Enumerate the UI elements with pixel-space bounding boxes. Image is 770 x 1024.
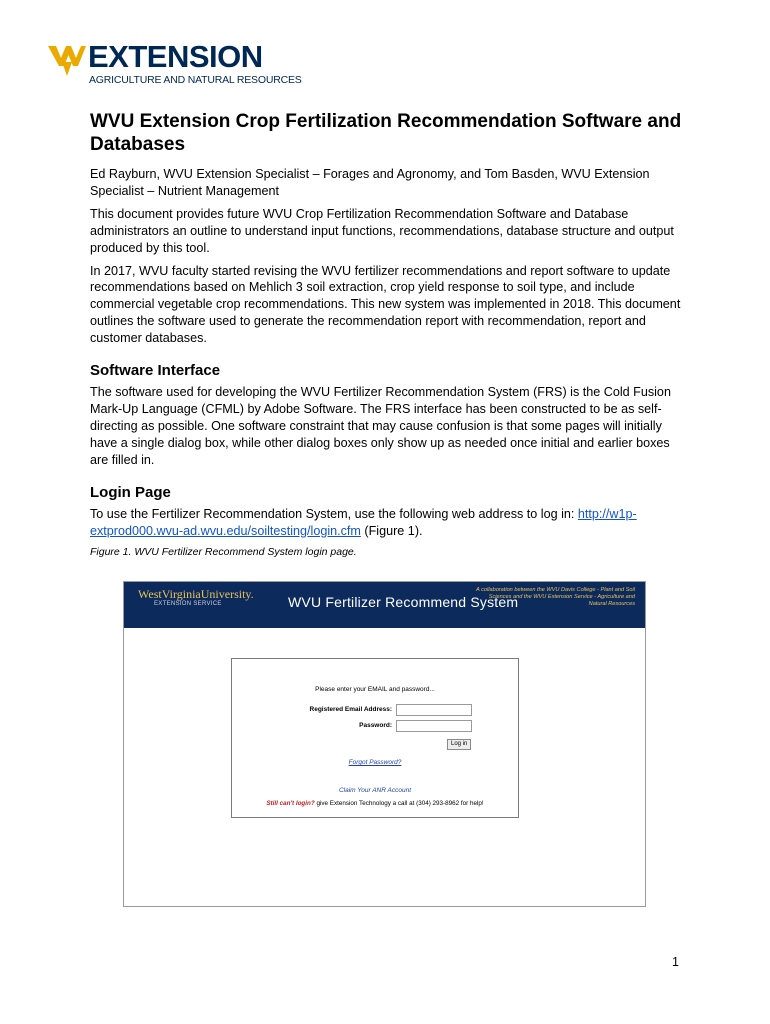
login-prompt: Please enter your EMAIL and password...: [315, 686, 435, 693]
collaboration-note: A collaboration between the WVU Davis College - Plant and Soil Sciences and the WVU Extension Service - Agriculture and Natural Resources: [476, 587, 635, 608]
extension-service-label: EXTENSION SERVICE: [154, 601, 222, 607]
intro-paragraph-2: In 2017, WVU faculty started revising the WVU fertilizer recommendations and report software to update recommendations based on Mehlich 3 soil extraction, crop yield response to soil type, and include commercial vegetable crop recommendations. This new system was implemented in 2018. This document outlines the software used to generate the recommendation report with recommendation, report and customer databases.: [90, 263, 681, 346]
help-warning: Still can't login?: [266, 800, 315, 807]
email-field[interactable]: [396, 704, 472, 716]
login-url-link[interactable]: http://w1p-extprod000.wvu-ad.wvu.edu/soiltesting/login.cfm: [90, 506, 637, 538]
login-page-paragraph: [90, 506, 690, 540]
section-heading-software-interface: Software Interface: [90, 362, 221, 380]
login-instructions: To use the Fertilizer Recommendation System, use the following web address to log in:: [90, 506, 575, 521]
document-title: WVU Extension Crop Fertilization Recommendation Software and Databases: [90, 111, 682, 155]
login-page-screenshot: [123, 581, 646, 907]
intro-paragraph-1: This document provides future WVU Crop Fertilization Recommendation Software and Database administrators an outline to understand input functions, recommendations, database structure and output produced by this tool.: [90, 206, 674, 255]
password-label: Password:: [359, 722, 392, 729]
help-contact: give Extension Technology a call at (304) 293-8962 for help!: [314, 800, 484, 807]
forgot-password-link[interactable]: Forgot Password?: [348, 759, 402, 766]
logo-subtitle: AGRICULTURE AND NATURAL RESOURCES: [89, 74, 302, 86]
claim-account-link[interactable]: Claim Your ANR Account: [338, 787, 411, 794]
university-name: WestVirginiaUniversity.: [138, 587, 254, 601]
document-body: [90, 110, 690, 559]
flying-wv-icon: [48, 42, 86, 78]
figure-caption: Figure 1. WVU Fertilizer Recommend System login page.: [90, 546, 357, 559]
section-heading-login-page: Login Page: [90, 483, 171, 501]
login-form: [231, 658, 519, 818]
password-field[interactable]: [396, 720, 472, 732]
extension-logo: [48, 40, 308, 90]
app-title: WVU Fertilizer Recommend System: [288, 594, 519, 610]
page-number: 1: [672, 955, 679, 969]
authors: Ed Rayburn, WVU Extension Specialist – Forages and Agronomy, and Tom Basden, WVU Extension Specialist – Nutrient Management: [90, 167, 650, 198]
figure-reference: (Figure 1).: [360, 523, 423, 538]
login-button[interactable]: Log in: [447, 739, 471, 750]
software-interface-paragraph: The software used for developing the WVU Fertilizer Recommendation System (FRS) is the Cold Fusion Mark-Up Language (CFML) by Adobe Software. The FRS interface has been constructed to be as self-directing as possible. One software constraint that may cause confusion is that some pages will initially have a single dialog box, while other dialog boxes only show up as needed once initial and earlier boxes are filled in.: [90, 385, 671, 467]
email-label: Registered Email Address:: [309, 706, 392, 713]
help-text: [232, 800, 518, 807]
logo-wordmark: EXTENSION: [88, 39, 263, 74]
app-header: [124, 582, 645, 628]
